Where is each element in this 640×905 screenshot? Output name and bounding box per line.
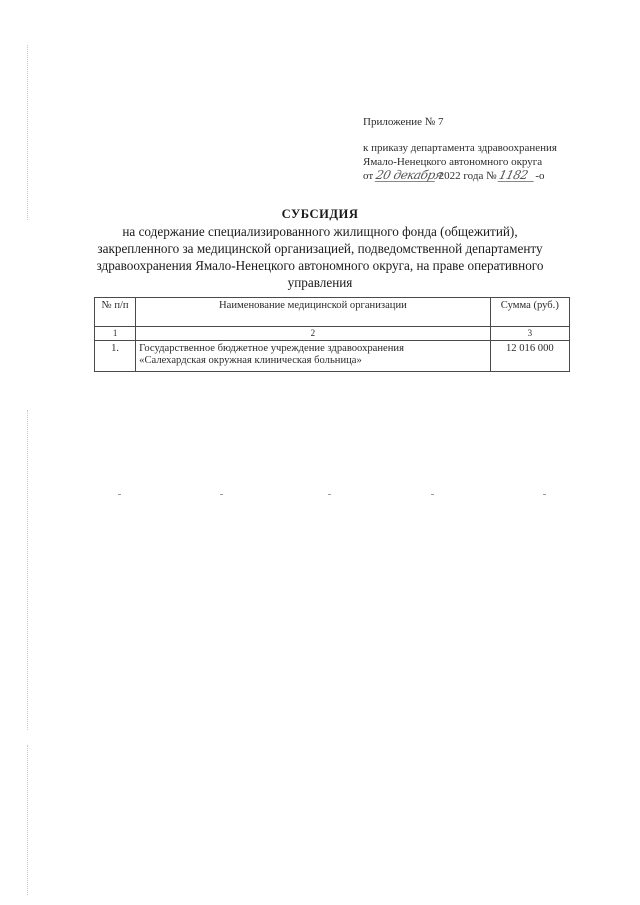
header-num: № п/п: [95, 298, 136, 327]
order-line-1: к приказу департамента здравоохранения: [363, 142, 557, 154]
date-prefix: от: [363, 170, 374, 182]
scan-artifact: [27, 745, 28, 895]
header-sum: Сумма (руб.): [490, 298, 569, 327]
subsidy-table: [94, 297, 570, 372]
scan-artifact-dots: [118, 494, 548, 498]
document-title: [95, 206, 545, 291]
table-index-row: [95, 327, 570, 341]
number-suffix: -о: [535, 170, 545, 182]
table-row: [95, 341, 570, 372]
row-organization: [136, 341, 490, 372]
row-sum: 12 016 000: [490, 341, 569, 372]
header-name: Наименование медицинской организации: [136, 298, 490, 327]
scan-artifact: [27, 410, 28, 730]
index-cell: 2: [136, 327, 490, 341]
organization-name-line-1: Государственное бюджетное учреждение здравоохранения: [139, 343, 404, 354]
title-line-1: на содержание специализированного жилищного фонда (общежитий),: [122, 224, 518, 239]
title-heading: СУБСИДИЯ: [281, 207, 359, 221]
index-cell: 3: [490, 327, 569, 341]
handwritten-number: 1182: [498, 169, 537, 182]
row-num: 1.: [95, 341, 136, 372]
table-header-row: [95, 298, 570, 327]
order-date-line: [363, 169, 557, 183]
order-line-2: Ямало-Ненецкого автономного округа: [363, 156, 543, 168]
organization-name-line-2: «Салехардская окружная клиническая больница»: [139, 355, 362, 366]
year-text: 2022 года: [438, 170, 484, 182]
title-line-4: управления: [287, 275, 353, 290]
index-cell: 1: [95, 327, 136, 341]
approval-block: [363, 115, 557, 183]
appendix-number: Приложение № 7: [363, 116, 444, 128]
number-prefix: №: [486, 170, 497, 182]
title-line-2: закрепленного за медицинской организацией, подведомственной департаменту: [97, 241, 543, 256]
handwritten-date: 20 декабря: [374, 168, 444, 182]
title-line-3: здравоохранения Ямало-Ненецкого автономного округа, на праве оперативного: [96, 258, 544, 273]
scan-artifact: [27, 45, 28, 220]
